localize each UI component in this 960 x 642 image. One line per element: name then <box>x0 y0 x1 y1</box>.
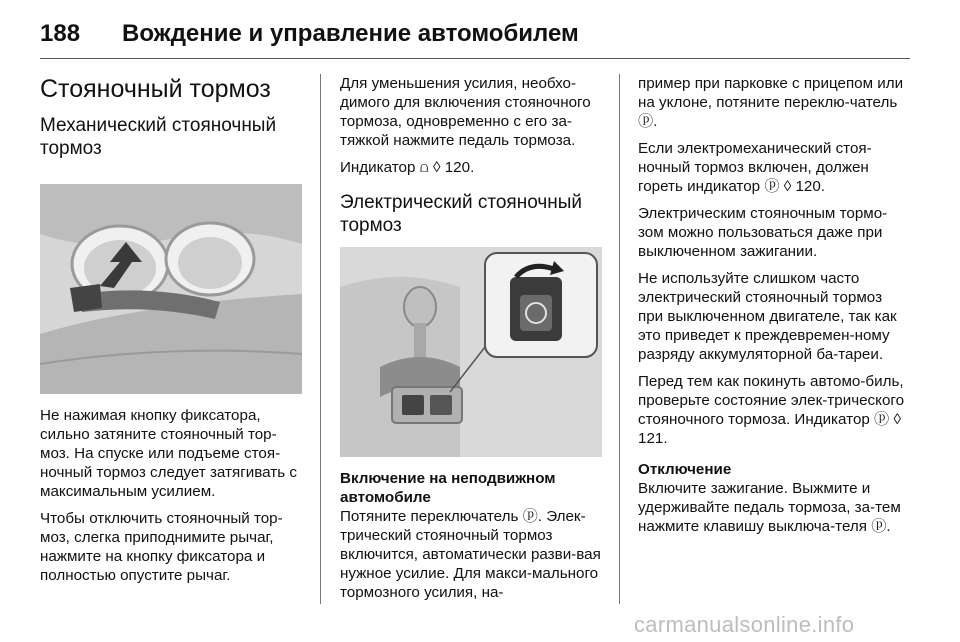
paragraph: Если электромеханический стоя-ночный тормоз включен, должен гореть индикатор ⓟ ◊ 120. <box>638 140 872 195</box>
figure-mechanical-brake-lever <box>40 184 302 394</box>
paragraph: Не нажимая кнопку фиксатора, сильно затяните стояночный тор-моз. На спуске или подъеме стоя-ночный тормоз следует затягивать с максимальным усилием. <box>40 407 297 500</box>
brake-indicator-icon: ⩍ <box>419 159 429 175</box>
page-number: 188 <box>40 20 81 47</box>
subhead-release: Отключение <box>638 461 732 478</box>
subsection-title-electric: Электрический стояночный тормоз <box>340 192 583 236</box>
column-3 <box>638 74 910 544</box>
header-rule <box>40 58 910 59</box>
paragraph: пример при парковке с прицепом или на уклоне, потяните переклю-чатель ⓟ. <box>638 75 904 130</box>
paragraph: Потяните переключатель ⓟ. Элек-трический стояночный тормоз включится, автоматически разви-вая нужное усилие. Для макси-мального тормозного усилия, на- <box>340 508 601 601</box>
indicator-reference <box>340 158 605 177</box>
section-title: Стояночный тормоз <box>40 75 271 103</box>
page-header <box>40 10 910 58</box>
paragraph: Электрическим стояночным тормо-зом можно пользоваться даже при выключенном зажигании. <box>638 205 888 260</box>
watermark: carmanualsonline.info <box>634 612 855 637</box>
column-1 <box>40 74 302 593</box>
paragraph: Не используйте слишком часто электрический стояночный тормоз при выключенном двигателе, так как это приведет к преждевремен-ному разряду аккумуляторной ба-тареи. <box>638 270 897 363</box>
paragraph: Включите зажигание. Выжмите и удерживайте педаль тормоза, за-тем нажмите клавишу выключа-теля ⓟ. <box>638 480 901 535</box>
column-divider-2 <box>619 74 620 604</box>
subsection-title-mechanical: Механический стояночный тормоз <box>40 115 277 159</box>
figure-electric-brake-switch <box>340 247 602 457</box>
subhead-engage: Включение на неподвижном автомобиле <box>340 470 556 506</box>
paragraph: Для уменьшения усилия, необхо-димого для включения стояночного тормоза, одновременно с его за-тяжкой нажмите педаль тормоза. <box>340 75 591 149</box>
indicator-label: Индикатор <box>340 159 416 176</box>
paragraph: Чтобы отключить стояночный тор-моз, слегка приподнимите рычаг, нажмите на кнопку фиксатора и полностью опустите рычаг. <box>40 510 283 584</box>
page-reference: ◊ 120. <box>433 159 475 176</box>
column-2 <box>340 74 605 610</box>
column-divider-1 <box>320 74 321 604</box>
running-title: Вождение и управление автомобилем <box>122 20 579 47</box>
paragraph: Перед тем как покинуть автомо-биль, проверьте состояние элек-трического стояночного тормоза. Индикатор ⓟ ◊ 121. <box>638 373 905 447</box>
